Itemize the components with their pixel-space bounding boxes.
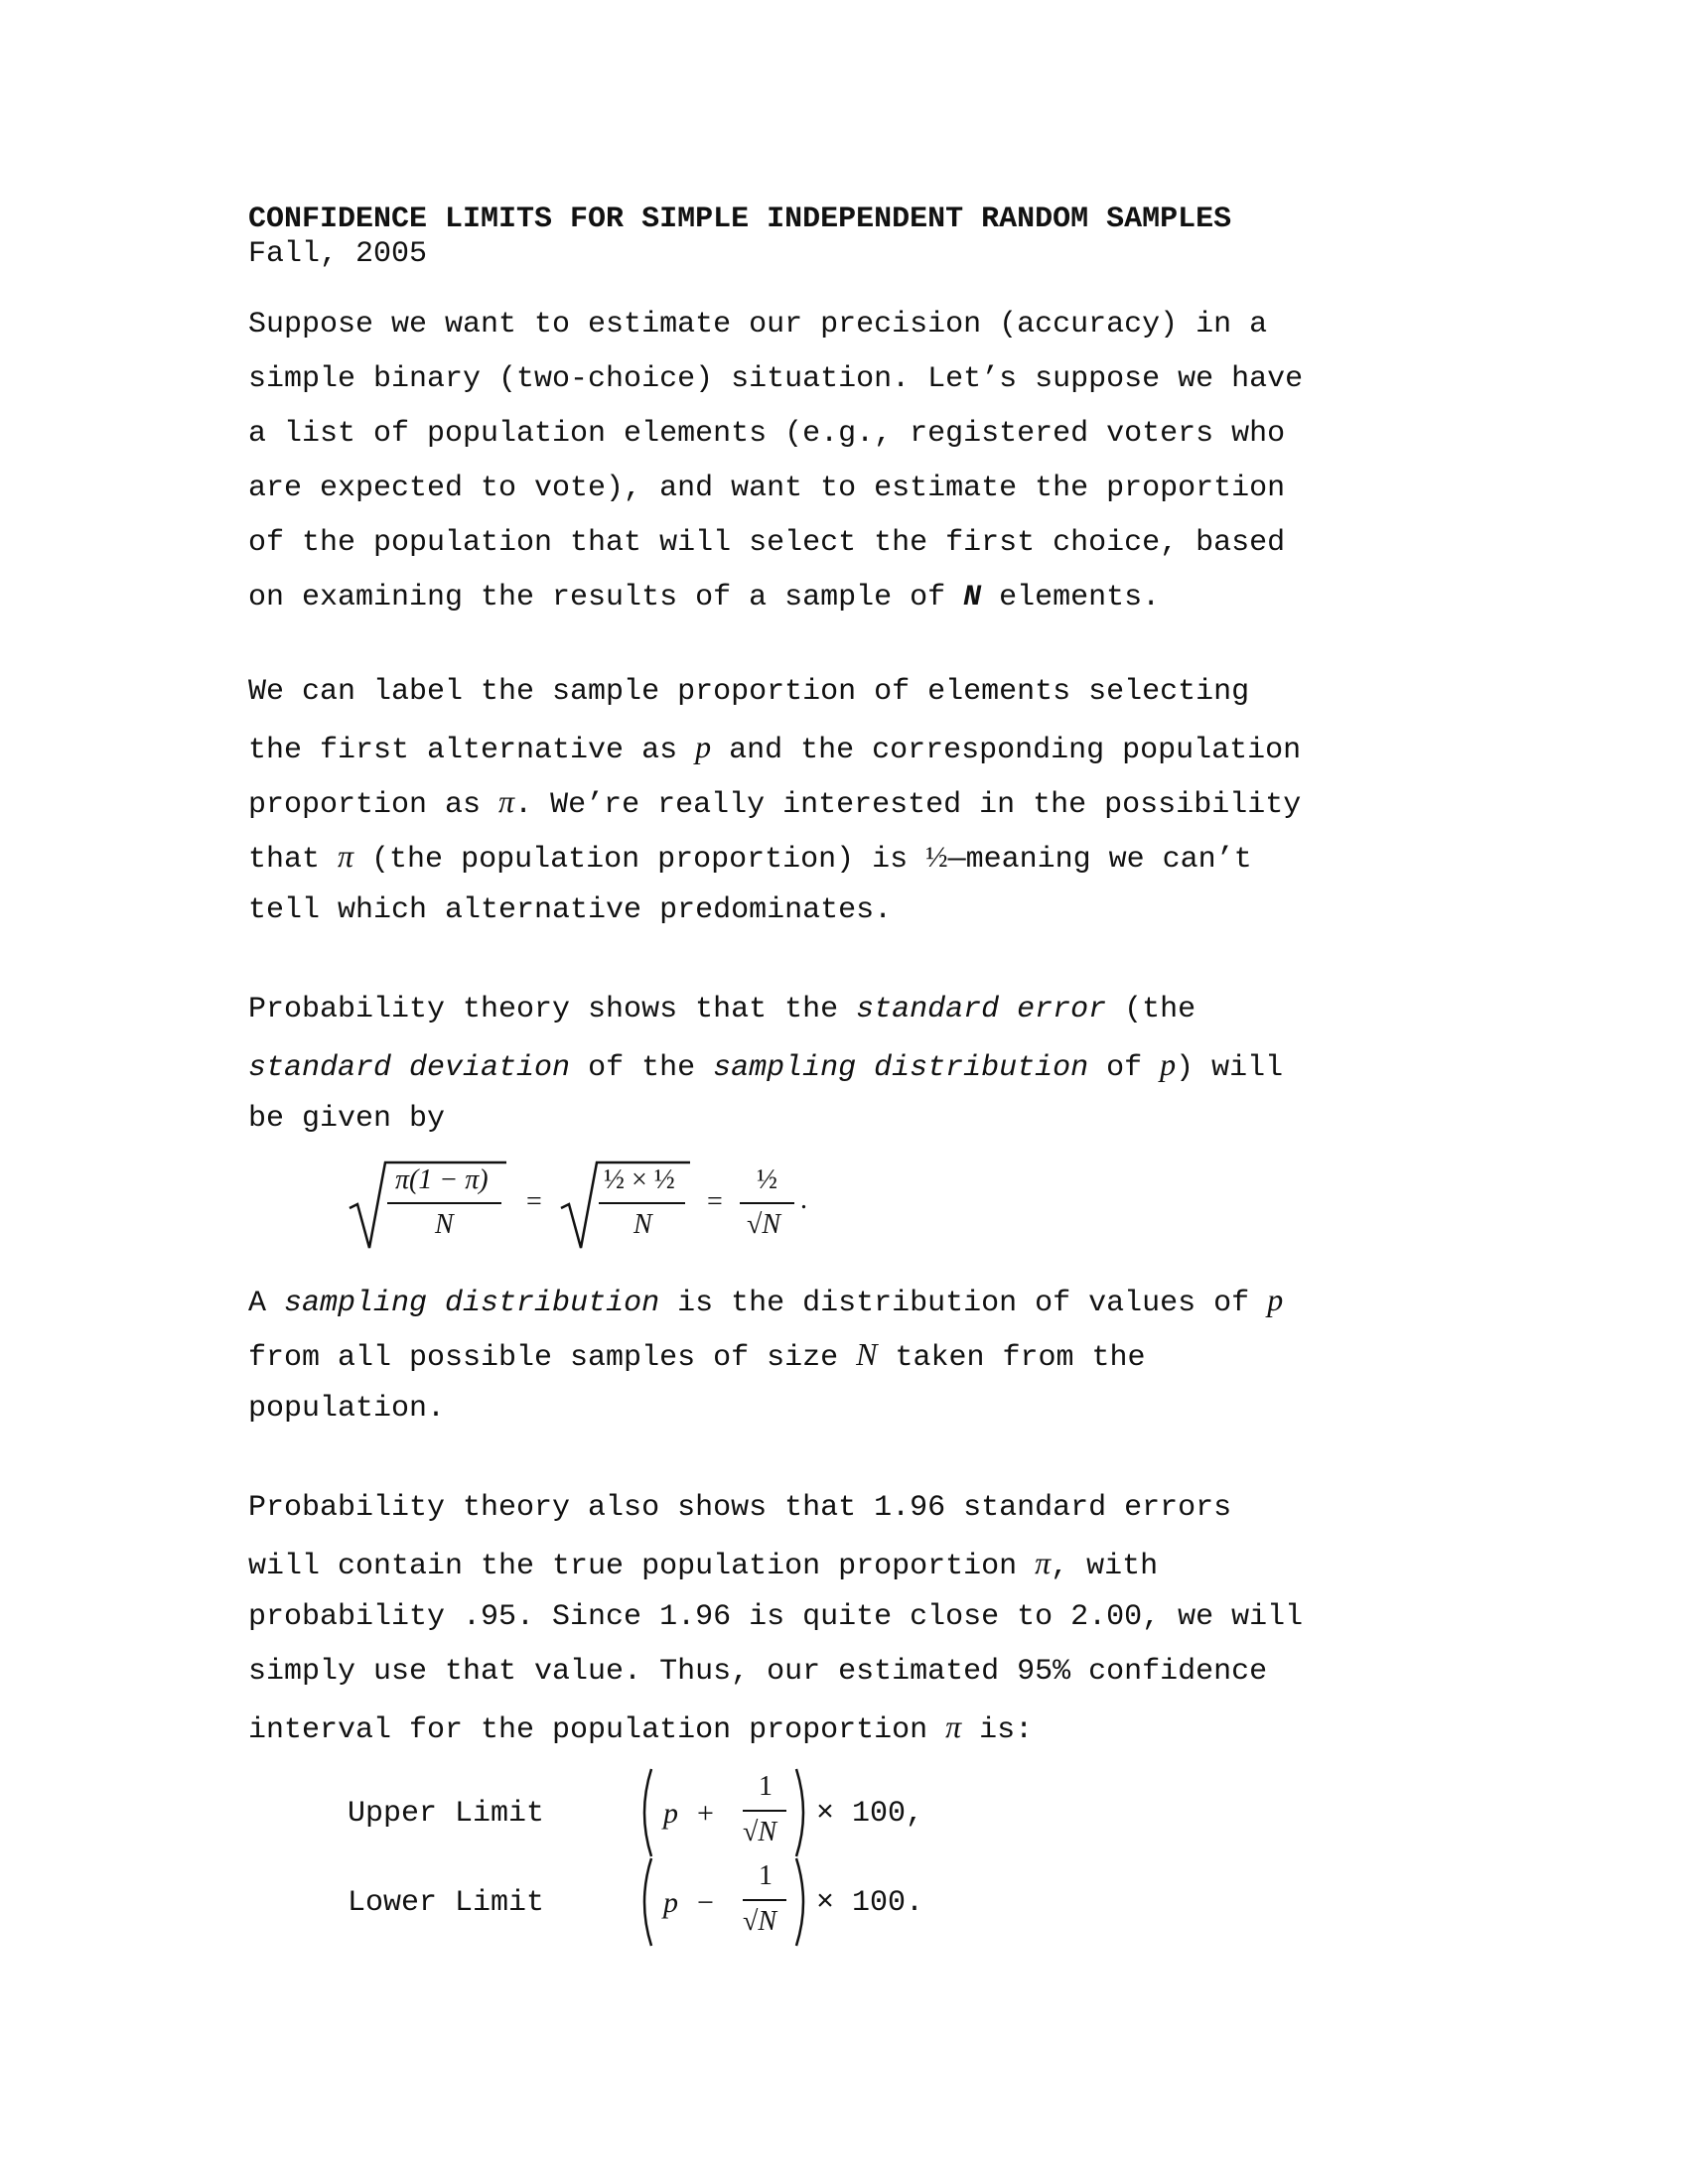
text-fragment: from all possible samples of size: [248, 1341, 857, 1375]
text-fragment: the first alternative as: [248, 734, 696, 767]
text-line: [248, 983, 1440, 1037]
document-date: Fall, 2005: [248, 237, 428, 271]
term-sampling-distribution: sampling distribution: [284, 1287, 660, 1320]
text-line: population.: [248, 1392, 446, 1426]
text-fragment: elements.: [981, 581, 1161, 614]
text-fragment: taken from the: [877, 1341, 1146, 1375]
text-fragment: A: [248, 1287, 285, 1320]
text-fragment: is:: [961, 1713, 1034, 1747]
text-line: Suppose we want to estimate our precision (accuracy) in a: [248, 308, 1268, 341]
lower-limit-label: Lower Limit: [348, 1886, 545, 1920]
text-line: [248, 774, 1440, 829]
upper-limit-label: Upper Limit: [348, 1797, 545, 1831]
text-line: [248, 829, 1440, 884]
text-line: simple binary (two-choice) situation. Let’s suppose we have: [248, 362, 1304, 396]
text-fragment: —meaning we can’t: [947, 843, 1252, 877]
paragraph-sampling-distribution: [248, 1273, 1440, 1436]
paragraph-confidence-interval: [248, 1481, 1440, 1754]
variable-p: p: [1267, 1282, 1284, 1317]
text-line: [248, 1327, 1440, 1382]
paragraph-standard-error: [248, 983, 1440, 1147]
text-fragment: interval for the population proportion: [248, 1713, 946, 1747]
term-sampling-distribution: sampling distribution: [713, 1051, 1089, 1085]
variable-p: p: [1160, 1046, 1177, 1082]
fraction-denominator: √N: [743, 1906, 777, 1937]
document-title: CONFIDENCE LIMITS FOR SIMPLE INDEPENDENT RANDOM SAMPLES: [248, 203, 1232, 236]
paragraph-intro: [248, 298, 1440, 625]
text-line: probability .95. Since 1.96 is quite close to 2.00, we will: [248, 1600, 1304, 1634]
text-line: [248, 1536, 1440, 1590]
formula-denominator: √N: [747, 1209, 781, 1240]
variable-pi: π: [1035, 1545, 1052, 1580]
fraction-denominator: √N: [743, 1817, 777, 1847]
variable-pi: π: [338, 838, 354, 874]
plus-sign: +: [697, 1797, 714, 1830]
text-line: simply use that value. Thus, our estimated 95% confidence: [248, 1655, 1268, 1689]
text-line: of the population that will select the first choice, based: [248, 526, 1286, 560]
text-fragment: , with: [1051, 1550, 1159, 1583]
term-standard-error: standard error: [856, 993, 1107, 1026]
minus-sign: −: [697, 1886, 714, 1919]
variable-n: N: [856, 1336, 878, 1372]
lower-limit-row: [348, 1856, 943, 1946]
text-fragment: Probability theory shows that the: [248, 993, 857, 1026]
text-fragment: is the distribution of values of: [659, 1287, 1268, 1320]
variable-p: p: [695, 729, 712, 764]
lower-limit-brackets: [635, 1854, 814, 1950]
text-fragment: of: [1088, 1051, 1161, 1085]
text-line: Probability theory also shows that 1.96 standard errors: [248, 1491, 1232, 1525]
variable-n: N: [963, 581, 982, 614]
text-fragment: of the: [570, 1051, 714, 1085]
one-half: ½: [925, 841, 948, 874]
text-fragment: and the corresponding population: [711, 734, 1302, 767]
text-line: We can label the sample proportion of elements selecting: [248, 675, 1250, 709]
text-line: [248, 1037, 1440, 1092]
text-line: [248, 1700, 1440, 1754]
formula-period: .: [800, 1184, 807, 1215]
variable-pi: π: [498, 783, 515, 819]
text-line: [248, 571, 1440, 625]
text-fragment: proportion as: [248, 788, 499, 822]
text-line: [248, 720, 1440, 774]
formula-numerator: ½: [757, 1164, 777, 1195]
equals-sign: =: [526, 1186, 542, 1217]
term-standard-deviation: standard deviation: [248, 1051, 571, 1085]
text-line: be given by: [248, 1102, 446, 1136]
text-fragment: (the population proportion) is: [353, 843, 926, 877]
text-fragment: on examining the results of a sample of: [248, 581, 964, 614]
text-fragment: (the: [1106, 993, 1196, 1026]
variable-pi: π: [945, 1708, 962, 1744]
text-fragment: . We’re really interested in the possibility: [514, 788, 1302, 822]
formula-denominator: N: [435, 1209, 454, 1240]
text-line: tell which alternative predominates.: [248, 893, 893, 927]
text-fragment: ) will: [1176, 1051, 1284, 1085]
formula-numerator: ½ × ½: [604, 1164, 675, 1195]
upper-limit-row: [348, 1767, 943, 1856]
multiplier-text: × 100,: [816, 1797, 924, 1831]
fraction-numerator: 1: [759, 1771, 773, 1802]
fraction-numerator: 1: [759, 1860, 773, 1891]
formula-denominator: N: [633, 1209, 652, 1240]
paragraph-notation: [248, 665, 1440, 938]
text-line: are expected to vote), and want to estimate the proportion: [248, 472, 1286, 505]
variable-p: p: [663, 1886, 678, 1919]
text-fragment: that: [248, 843, 339, 877]
text-fragment: will contain the true population proportion: [248, 1550, 1036, 1583]
text-line: a list of population elements (e.g., registered voters who: [248, 417, 1286, 451]
multiplier-text: × 100.: [816, 1886, 924, 1920]
formula-numerator: π(1 − π): [395, 1164, 489, 1195]
upper-limit-brackets: [635, 1765, 814, 1860]
variable-p: p: [663, 1797, 678, 1830]
equals-sign: =: [707, 1186, 723, 1217]
text-line: [248, 1273, 1440, 1327]
